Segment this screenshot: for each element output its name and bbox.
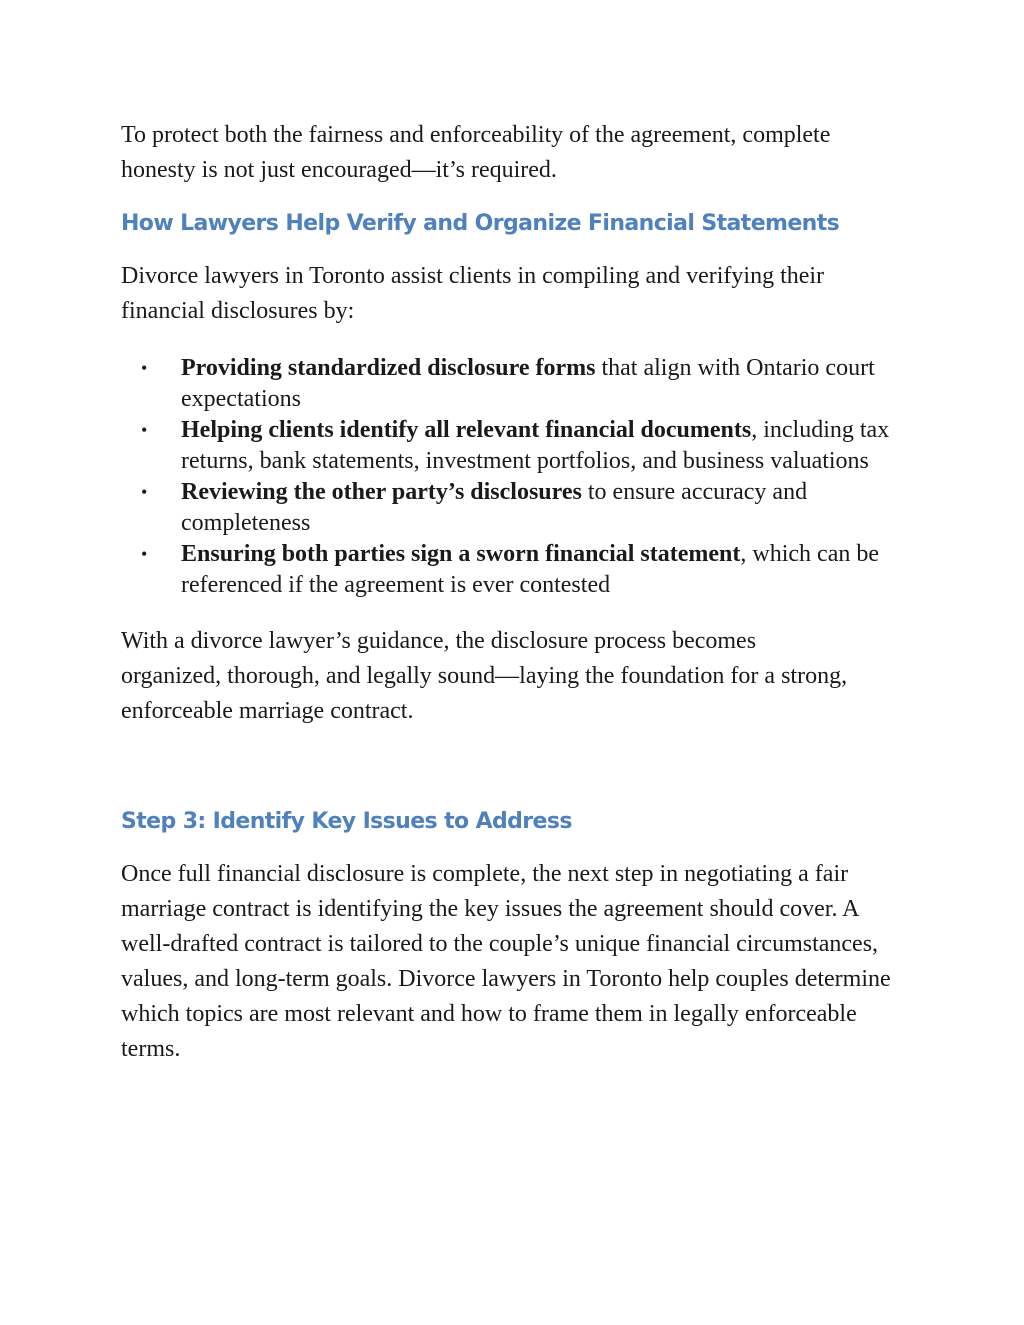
section-heading-financial-statements: How Lawyers Help Verify and Organize Financial Statements (121, 211, 840, 236)
bullet-bold-text: Helping clients identify all relevant financial documents (181, 417, 752, 443)
bullet-text: , which can be referenced if the agreement is ever contested (181, 541, 879, 598)
list-item (121, 539, 921, 601)
document-page (121, 118, 921, 1067)
step-3-body-paragraph: Once full financial disclosure is complete, the next step in negotiating a fair marriage contract is identifying the key issues the agreement should cover. A well-drafted contract is tailored to the couple’s unique financial circumstances, values, and long-term goals. Divorce lawyers in Toronto help couples determine which topics are most relevant and how to frame them in legally enforceable terms. (121, 861, 891, 1062)
section-heading-step-3: Step 3: Identify Key Issues to Address (121, 809, 572, 834)
section-lead-paragraph: Divorce lawyers in Toronto assist clients in compiling and verifying their financial disclosures by: (121, 263, 825, 324)
list-item (121, 415, 921, 477)
bullet-text: that align with Ontario court expectations (181, 355, 875, 412)
bullet-bold-text: Reviewing the other party’s disclosures (181, 479, 582, 505)
intro-paragraph: To protect both the fairness and enforceability of the agreement, complete honesty is not just encouraged—it’s required. (121, 122, 831, 183)
list-item (121, 353, 921, 415)
bullet-text: to ensure accuracy and completeness (181, 479, 808, 536)
bullet-icon: • (141, 482, 148, 502)
section-closing-paragraph: With a divorce lawyer’s guidance, the disclosure process becomes organized, thorough, and legally sound—laying the foundation for a strong, enforceable marriage contract. (121, 628, 848, 724)
bullet-text: , including tax returns, bank statements, investment portfolios, and business valuations (181, 417, 890, 474)
bullet-bold-text: Providing standardized disclosure forms (181, 355, 596, 381)
bullet-bold-text: Ensuring both parties sign a sworn financial statement (181, 541, 741, 567)
bullet-icon: • (141, 544, 148, 564)
disclosure-bullet-list (121, 353, 921, 601)
list-item (121, 477, 921, 539)
bullet-icon: • (141, 358, 148, 378)
bullet-icon: • (141, 420, 148, 440)
